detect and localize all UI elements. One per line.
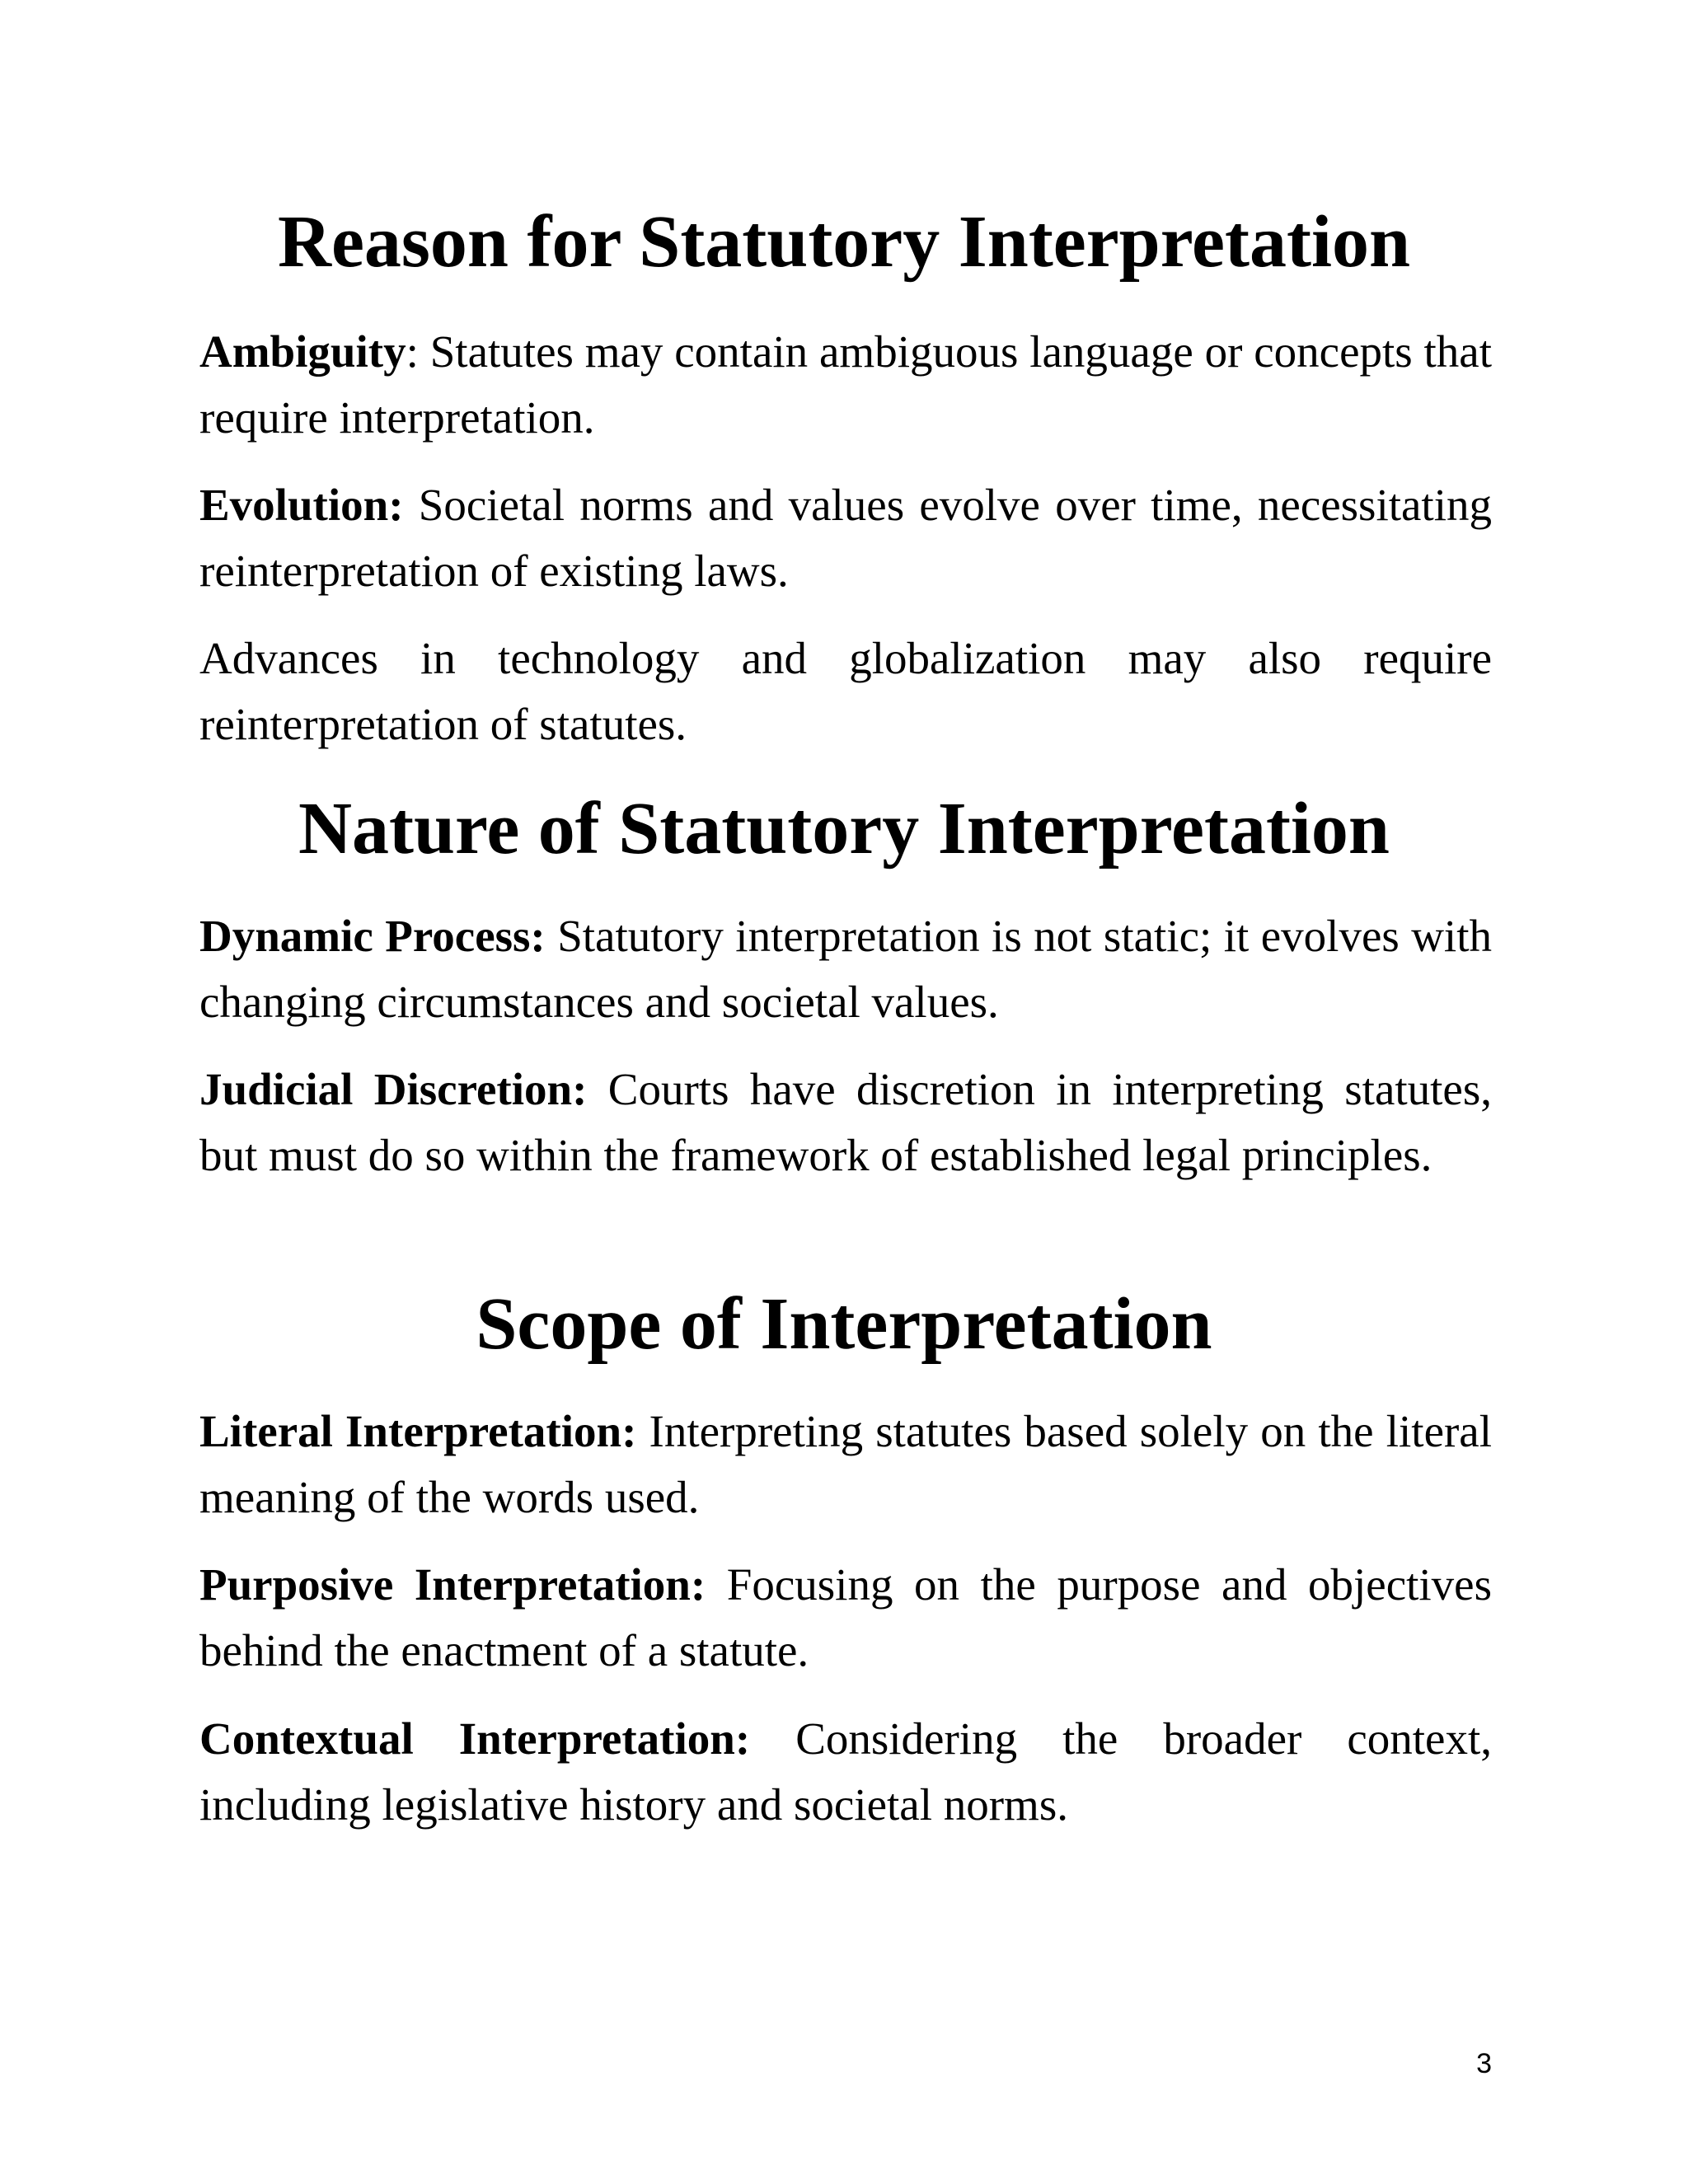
paragraph-evolution [199,472,1492,604]
term-contextual-interpretation: Contextual Interpretation: [199,1713,751,1764]
page-number: 3 [1476,2048,1492,2079]
paragraph-text: Advances in technology and globalization may also require reinterpretation of statutes. [199,633,1492,749]
paragraph-text: Considering the broader context, including legislative history and societal norms. [199,1713,1492,1830]
paragraph-text: Statutory interpretation is not static; it evolves with changing circumstances and societal values. [199,911,1492,1027]
term-dynamic-process: Dynamic Process: [199,911,546,961]
paragraph-text: Societal norms and values evolve over time, necessitating reinterpretation of existing laws. [199,480,1492,596]
paragraph-ambiguity [199,319,1492,451]
term-purposive-interpretation: Purposive Interpretation: [199,1559,706,1610]
paragraph-advances [199,626,1492,757]
paragraph-judicial-discretion [199,1057,1492,1188]
section-title-scope: Scope of Interpretation [476,1283,1212,1365]
paragraph-text: : Statutes may contain ambiguous language or concepts that require interpretation. [199,326,1492,443]
paragraph-contextual-interpretation [199,1706,1492,1838]
paragraph-literal-interpretation [199,1399,1492,1530]
paragraph-dynamic-process [199,903,1492,1035]
term-literal-interpretation: Literal Interpretation: [199,1406,637,1456]
paragraph-text: Courts have discretion in interpreting statutes, but must do so within the framework of established legal principles. [199,1064,1493,1180]
paragraph-text: Focusing on the purpose and objectives behind the enactment of a statute. [199,1559,1492,1675]
paragraph-purposive-interpretation [199,1552,1492,1684]
section-title-nature: Nature of Statutory Interpretation [298,788,1390,869]
term-ambiguity: Ambiguity [199,326,406,377]
section-title-reason: Reason for Statutory Interpretation [277,201,1411,283]
paragraph-text: Interpreting statutes based solely on the literal meaning of the words used. [199,1406,1492,1522]
term-judicial-discretion: Judicial Discretion: [199,1064,588,1114]
term-evolution: Evolution: [199,480,404,530]
